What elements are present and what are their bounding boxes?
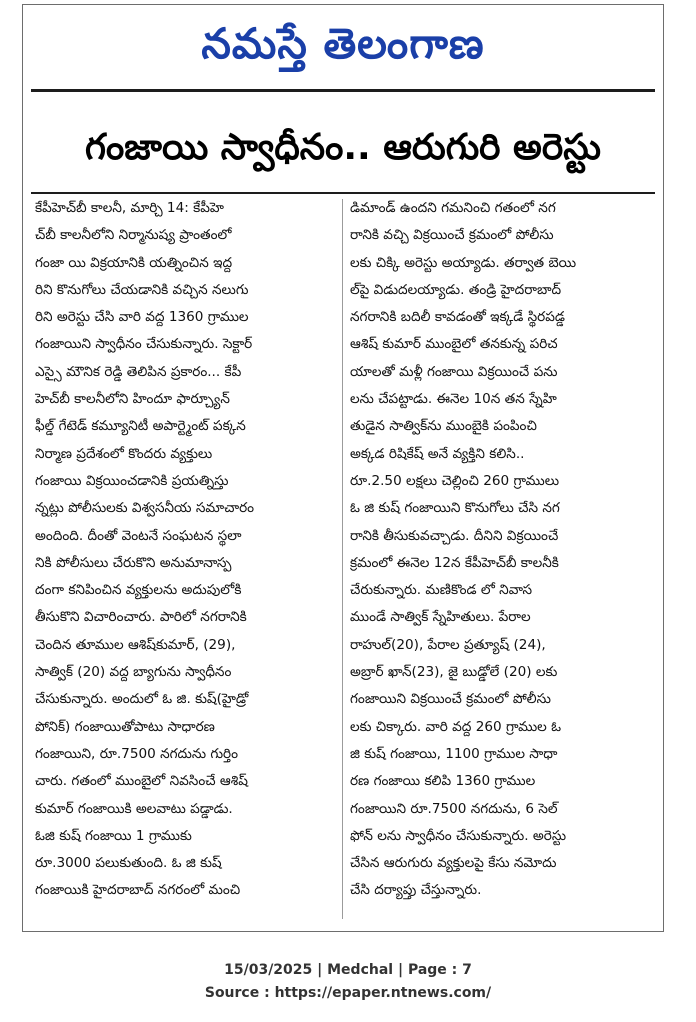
body-line: ఫోన్ లను స్వాధీనం చేసుకున్నారు. అరెస్టు [350,827,567,844]
body-line: యాలతో మళ్లీ గంజాయి విక్రయించే పను [350,363,558,380]
body-line: క్రమంలో ఈనెల 12న కేపీహెచ్‌బీ కాలనీకి [350,554,559,571]
article-column-right [350,195,654,905]
body-line: గంజా యి విక్రయానికి యత్నించిన ఇద్ద [35,254,233,271]
body-line: రిని అరెస్టు చేసి వారి వద్ద 1360 గ్రాముల [35,309,249,326]
body-line: నగరానికి బదిలీ కావడంతో ఇక్కడే స్థిరపడ్డ [350,309,565,326]
article-headline: గంజాయి స్వాధీనం.. ఆరుగురి అరెస్టు [85,127,601,168]
masthead-divider [31,89,655,92]
body-line: ఫీల్డ్ గేటెడ్ కమ్యూనిటీ అపార్ట్మెంట్ పక్కన [35,418,246,435]
body-line: చేసి దర్యాప్తు చేస్తున్నారు. [350,882,482,899]
article-column-left [35,195,335,905]
column-divider [342,199,343,919]
body-line: గంజాయిని రూ.7500 నగదును, 6 సెల్ [350,800,558,817]
body-line: చేసుకున్నారు. అందులో ఓ జి. కుష్(హైడ్రో [35,691,249,708]
body-line: నిర్మాణ ప్రదేశంలో కొందరు వ్యక్తులు [35,445,213,462]
body-line: రాహుల్(20), పేరాల ప్రత్యూష్ (24), [350,636,546,653]
body-line: చెందిన తూముల ఆశిష్‌కుమార్, (29), [35,636,236,653]
body-line: న్నట్లు పోలీసులకు విశ్వసనీయ సమాచారం [35,500,255,517]
body-line: చేరుకున్నారు. మణికొండ లో నివాస [350,582,533,599]
body-line: రణ గంజాయి కలిపి 1360 గ్రాముల [350,773,536,790]
body-line: దంగా కనిపించిన వ్యక్తులను అదుపులోకి [35,582,242,599]
body-line: గంజాయిని, రూ.7500 నగదును గుర్తిం [35,745,238,762]
body-line: డిమాండ్ ఉందని గమనించి గతంలో నగ [350,200,556,216]
body-line: గంజాయిని విక్రయించే క్రమంలో పోలీసు [350,691,551,708]
body-line: లకు చిక్కారు. వారి వద్ద 260 గ్రాముల ఓ [350,718,562,735]
body-line: చారు. గతంలో ముంబైలో నివసించే ఆశిష్ [35,773,248,790]
body-line: ఆశిష్ కుమార్ ముంబైలో తనకున్న పరిచ [350,336,558,353]
body-line: గంజాయిని స్వాధీనం చేసుకున్నారు. సెక్టార్ [35,336,253,353]
body-line: గంజాయికి హైదరాబాద్ నగరంలో మంచి [35,882,241,899]
body-line: రిని కొనుగోలు చేయడానికి వచ్చిన నలుగు [35,281,249,298]
body-line: రూ.3000 పలుకుతుంది. ఓ జి కుష్ [35,855,222,872]
body-line: తుడైన సాత్విక్‌ను ముంబైకి పంపించి [350,418,537,435]
body-line: పోనిక్) గంజాయితోపాటు సాధారణ [35,718,215,735]
body-line: చ్‌బీ కాలనీలోని నిర్మానుష్య ప్రాంతంలో [35,227,232,244]
body-line: అందింది. దీంతో వెంటనే సంఘటన స్థలా [35,527,242,544]
body-line: ఓజి కుష్ గంజాయి 1 గ్రాముకు [35,827,192,844]
body-line: అబ్రార్ ఖాన్(23), జై బుడ్డోలే (20) లకు [350,664,558,681]
body-line: ల్‌పై విడుదలయ్యాడు. తండ్రి హైదరాబాద్ [350,281,562,298]
body-line: తీసుకొని విచారించారు. పారిలో నగరానికి [35,609,247,626]
body-line: హెచ్‌బీ కాలనీలోని హిందూ ఫార్చ్యూన్ [35,391,230,408]
body-line: లకు చిక్కి అరెస్టు అయ్యాడు. తర్వాత బెయి [350,254,577,271]
body-line: ముండే సాత్విక్ స్నేహితులు. పేరాల [350,609,531,626]
body-line: ఓ జి కుష్ గంజాయిని కొనుగోలు చేసి నగ [350,500,560,517]
body-line: రానికి వచ్చి విక్రయించే క్రమంలో పోలీసు [350,227,554,244]
newspaper-masthead: నమస్తే తెలంగాణ [201,19,485,68]
body-line: కుమార్ గంజాయికి అలవాటు పడ్డాడు. [35,800,233,817]
body-line: చేసిన ఆరుగురు వ్యక్తులపై కేసు నమోదు [350,855,557,872]
headline-divider [31,192,655,194]
body-line: ఎస్సై మౌనిక రెడ్డి తెలిపిన ప్రకారం... కేపీ [35,363,242,380]
body-line: రానికి తీసుకువచ్చాడు. దీనిని విక్రయించే [350,527,559,544]
body-line: సాత్విక్ (20) వద్ద బ్యాగును స్వాధీనం [35,664,232,681]
body-line: జి కుష్ గంజాయి, 1100 గ్రాముల సాధా [350,745,558,762]
body-line: లను చేపట్టాడు. ఈనెల 10న తన స్నేహి [350,391,557,408]
body-line: గంజాయి విక్రయించడానికి ప్రయత్నిస్తు [35,472,229,489]
article-clipping [22,4,664,932]
body-line: నికి పోలీసులు చేరుకొని అనుమానాస్ప [35,554,232,571]
source-info: Source : https://epaper.ntnews.com/ [204,985,492,1001]
body-line: రూ.2.50 లక్షలు చెల్లించి 260 గ్రాములు [350,472,560,489]
edition-info: 15/03/2025 | Medchal | Page : 7 [224,962,472,978]
body-line: కేపీహెచ్‌బీ కాలనీ, మార్చి 14: కేపీహె [35,200,224,216]
body-line: అక్కడ రిషికేష్ అనే వ్యక్తిని కలిసి.. [350,445,525,462]
